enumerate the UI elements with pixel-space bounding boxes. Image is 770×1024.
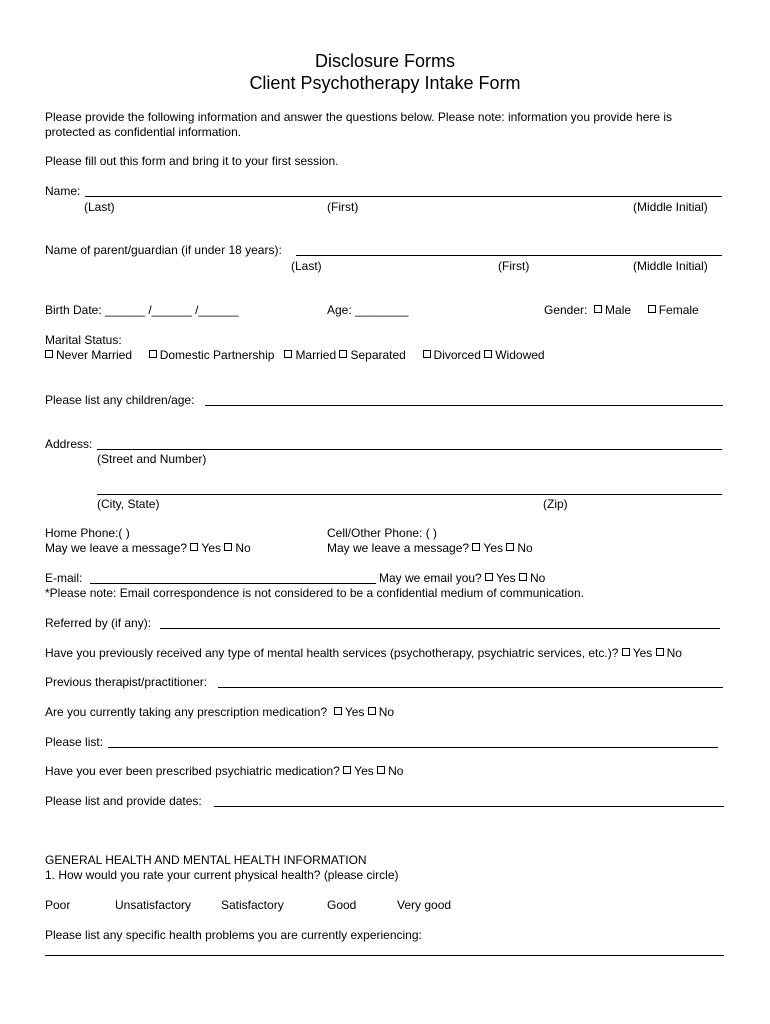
home-message-no-checkbox[interactable] xyxy=(224,543,232,551)
email-permission-label: May we email you? xyxy=(379,571,482,585)
guardian-middle-caption: (Middle Initial) xyxy=(633,259,708,273)
name-label: Name: xyxy=(45,184,81,198)
children-label: Please list any children/age: xyxy=(45,393,195,407)
medication-yes-label: Yes xyxy=(344,705,365,719)
gender-male-checkbox[interactable] xyxy=(594,305,602,313)
intro-line-1: Please provide the following information and answer the questions below. Please note: information you provide here is xyxy=(45,110,673,124)
rating-very-good[interactable]: Very good xyxy=(397,898,452,912)
cell-phone-field[interactable]: Cell/Other Phone: ( ) xyxy=(327,526,438,540)
address-label: Address: xyxy=(45,437,93,451)
age-field[interactable]: Age: ________ xyxy=(327,303,409,317)
gender-male-label: Male xyxy=(605,303,632,317)
separated-label: Separated xyxy=(350,348,406,362)
services-yes-checkbox[interactable] xyxy=(622,648,630,656)
widowed-label: Widowed xyxy=(495,348,545,362)
email-no-checkbox[interactable] xyxy=(519,573,527,581)
email-permission-question xyxy=(379,571,545,585)
email-yes-checkbox[interactable] xyxy=(485,573,493,581)
name-field-line[interactable] xyxy=(85,196,722,197)
cell-message-question xyxy=(327,541,533,555)
referred-label: Referred by (if any): xyxy=(45,616,152,630)
home-phone-field[interactable]: Home Phone:( ) xyxy=(45,526,130,540)
divorced-checkbox[interactable] xyxy=(423,350,431,358)
medication-list-field-line[interactable] xyxy=(108,747,718,748)
never-married-label: Never Married xyxy=(56,348,133,362)
services-yes-label: Yes xyxy=(632,646,653,660)
general-health-heading: GENERAL HEALTH AND MENTAL HEALTH INFORMATION xyxy=(45,853,367,867)
marital-options xyxy=(45,348,545,362)
separated-checkbox[interactable] xyxy=(339,350,347,358)
intro-line-3: Please fill out this form and bring it to your first session. xyxy=(45,154,339,168)
gender-group xyxy=(544,303,699,317)
services-question-text: Have you previously received any type of mental health services (psychotherapy, psychiatric services, etc.)? xyxy=(45,646,619,660)
health-problems-label: Please list any specific health problems you are currently experiencing: xyxy=(45,928,422,942)
email-field-line[interactable] xyxy=(90,583,376,584)
referred-field-line[interactable] xyxy=(160,628,720,629)
never-married-checkbox[interactable] xyxy=(45,350,53,358)
email-yes-label: Yes xyxy=(496,571,516,585)
rating-good[interactable]: Good xyxy=(327,898,357,912)
home-message-yes-label: Yes xyxy=(201,541,221,555)
health-problems-field-line[interactable] xyxy=(45,955,724,956)
rating-poor[interactable]: Poor xyxy=(45,898,71,912)
services-no-checkbox[interactable] xyxy=(656,648,664,656)
cell-message-no-label: No xyxy=(517,541,533,555)
city-caption: (City, State) xyxy=(97,497,160,511)
psych-question xyxy=(45,764,403,778)
psych-no-label: No xyxy=(388,764,404,778)
psych-no-checkbox[interactable] xyxy=(377,766,385,774)
medication-yes-checkbox[interactable] xyxy=(334,707,342,715)
domestic-partnership-label: Domestic Partnership xyxy=(159,348,275,362)
email-label: E-mail: xyxy=(45,571,83,585)
name-first-caption: (First) xyxy=(327,200,359,214)
city-field-line[interactable] xyxy=(97,494,722,495)
children-field-line[interactable] xyxy=(205,405,723,406)
medication-list-label: Please list: xyxy=(45,735,104,749)
cell-message-no-checkbox[interactable] xyxy=(506,543,514,551)
form-title: Disclosure Forms xyxy=(314,51,456,71)
medication-question xyxy=(45,705,394,719)
cell-message-yes-label: Yes xyxy=(483,541,503,555)
name-last-caption: (Last) xyxy=(84,200,115,214)
gender-female-label: Female xyxy=(658,303,699,317)
cell-message-yes-checkbox[interactable] xyxy=(472,543,480,551)
intro-line-2: protected as confidential information. xyxy=(45,125,242,139)
married-label: Married xyxy=(295,348,337,362)
street-caption: (Street and Number) xyxy=(97,452,207,466)
services-question xyxy=(45,646,682,660)
name-middle-caption: (Middle Initial) xyxy=(633,200,708,214)
previous-therapist-field-line[interactable] xyxy=(218,687,723,688)
cell-message-label: May we leave a message? xyxy=(327,541,470,555)
rating-satisfactory[interactable]: Satisfactory xyxy=(221,898,284,912)
psych-question-text: Have you ever been prescribed psychiatric medication? xyxy=(45,764,340,778)
guardian-last-caption: (Last) xyxy=(291,259,322,273)
services-no-label: No xyxy=(666,646,682,660)
guardian-field-line[interactable] xyxy=(296,255,722,256)
psych-yes-checkbox[interactable] xyxy=(343,766,351,774)
previous-therapist-label: Previous therapist/practitioner: xyxy=(45,675,208,689)
guardian-first-caption: (First) xyxy=(498,259,530,273)
rating-unsatisfactory[interactable]: Unsatisfactory xyxy=(115,898,192,912)
psych-list-label: Please list and provide dates: xyxy=(45,794,202,808)
form-subtitle: Client Psychotherapy Intake Form xyxy=(249,73,521,93)
birth-date-field[interactable]: Birth Date: ______ /______ /______ xyxy=(45,303,239,317)
gender-female-checkbox[interactable] xyxy=(648,305,656,313)
domestic-partnership-checkbox[interactable] xyxy=(149,350,157,358)
guardian-label: Name of parent/guardian (if under 18 years): xyxy=(45,243,282,257)
home-message-question xyxy=(45,541,251,555)
divorced-label: Divorced xyxy=(433,348,481,362)
email-note: *Please note: Email correspondence is not considered to be a confidential medium of communication. xyxy=(45,586,584,600)
physical-health-question: 1. How would you rate your current physical health? (please circle) xyxy=(45,868,399,882)
medication-no-checkbox[interactable] xyxy=(368,707,376,715)
street-field-line[interactable] xyxy=(97,449,722,450)
widowed-checkbox[interactable] xyxy=(484,350,492,358)
marital-label: Marital Status: xyxy=(45,333,122,347)
home-message-label: May we leave a message? xyxy=(45,541,188,555)
gender-label: Gender: xyxy=(544,303,588,317)
email-no-label: No xyxy=(529,571,546,585)
home-message-yes-checkbox[interactable] xyxy=(190,543,198,551)
medication-no-label: No xyxy=(378,705,395,719)
psych-yes-label: Yes xyxy=(354,764,374,778)
psych-list-field-line[interactable] xyxy=(214,806,724,807)
medication-question-text: Are you currently taking any prescription medication? xyxy=(45,705,328,719)
zip-caption: (Zip) xyxy=(543,497,568,511)
married-checkbox[interactable] xyxy=(284,350,292,358)
home-message-no-label: No xyxy=(235,541,251,555)
